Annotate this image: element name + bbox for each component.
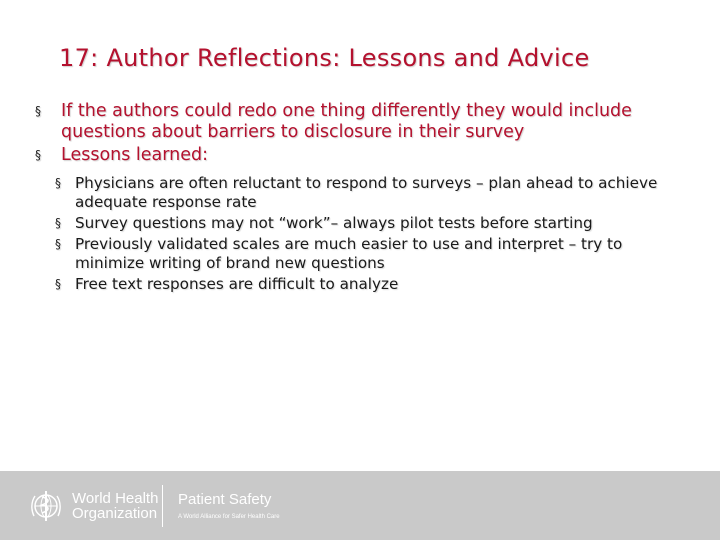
sub-bullet-list — [55, 174, 695, 294]
slide-title: 17: Author Reflections: Lessons and Advice — [59, 44, 590, 72]
footer-divider — [162, 485, 163, 527]
bullet-marker: § — [35, 104, 41, 118]
sub-bullet-text: Physicians are often reluctant to respond to surveys – plan ahead to achieve adequate response rate — [75, 174, 658, 211]
who-wordmark — [72, 491, 158, 521]
bullet-item — [35, 101, 695, 143]
program-tagline: A World Alliance for Safer Health Care — [178, 514, 280, 520]
sub-bullet-item — [55, 174, 695, 212]
org-name-line2: Organization — [72, 505, 158, 522]
bullet-marker: § — [35, 148, 41, 162]
bullet-marker: § — [55, 237, 61, 251]
who-emblem-icon — [28, 488, 64, 524]
bullet-text: Lessons learned: — [61, 145, 209, 165]
sub-bullet-item — [55, 214, 695, 233]
program-title: Patient Safety — [178, 491, 272, 508]
bullet-item — [35, 145, 695, 294]
sub-bullet-item — [55, 275, 695, 294]
bullet-marker: § — [55, 277, 61, 291]
org-name-line1: World Health — [72, 490, 159, 507]
sub-bullet-item — [55, 235, 695, 273]
sub-bullet-text: Free text responses are difficult to analyze — [75, 275, 399, 293]
bullet-marker: § — [55, 216, 61, 230]
bullet-marker: § — [55, 176, 61, 190]
sub-bullet-text: Survey questions may not “work”– always pilot tests before starting — [75, 214, 593, 232]
sub-bullet-text: Previously validated scales are much easier to use and interpret – try to minimize writing of brand new questions — [75, 235, 623, 272]
footer-bar — [0, 471, 720, 540]
bullet-list — [35, 101, 695, 296]
bullet-text: If the authors could redo one thing differently they would include questions about barriers to disclosure in their survey — [61, 101, 632, 142]
